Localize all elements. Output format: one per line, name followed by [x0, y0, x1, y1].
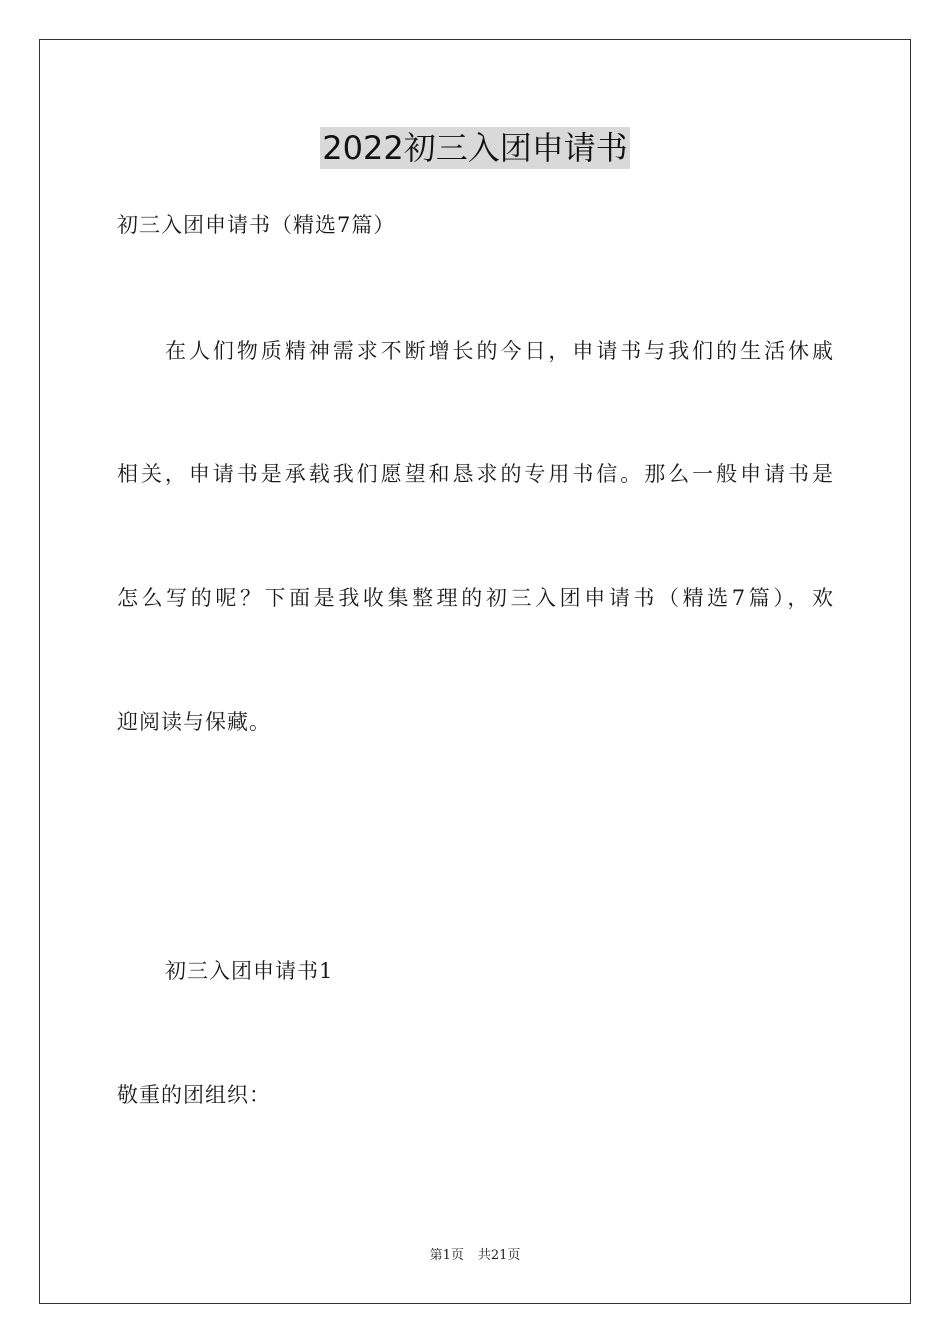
paragraph-line-3: 怎么写的呢？下面是我收集整理的初三入团申请书（精选7篇），欢 — [117, 586, 833, 610]
paragraph-line-4: 迎阅读与保藏。 — [117, 710, 271, 734]
salutation: 敬重的团组织： — [117, 1083, 271, 1107]
page-footer — [0, 1247, 950, 1265]
title-container — [0, 127, 950, 169]
page-total: 共21页 — [477, 1248, 521, 1263]
paragraph-line-1: 在人们物质精神需求不断增长的今日，申请书与我们的生活休戚 — [165, 339, 833, 363]
document-title: 2022初三入团申请书 — [322, 129, 628, 167]
page-number: 第1页 — [429, 1248, 464, 1263]
document-subtitle: 初三入团申请书（精选7篇） — [117, 213, 396, 237]
paragraph-line-2: 相关，申请书是承载我们愿望和恳求的专用书信。那么一般申请书是 — [117, 462, 833, 486]
section-heading: 初三入团申请书1 — [165, 959, 334, 983]
